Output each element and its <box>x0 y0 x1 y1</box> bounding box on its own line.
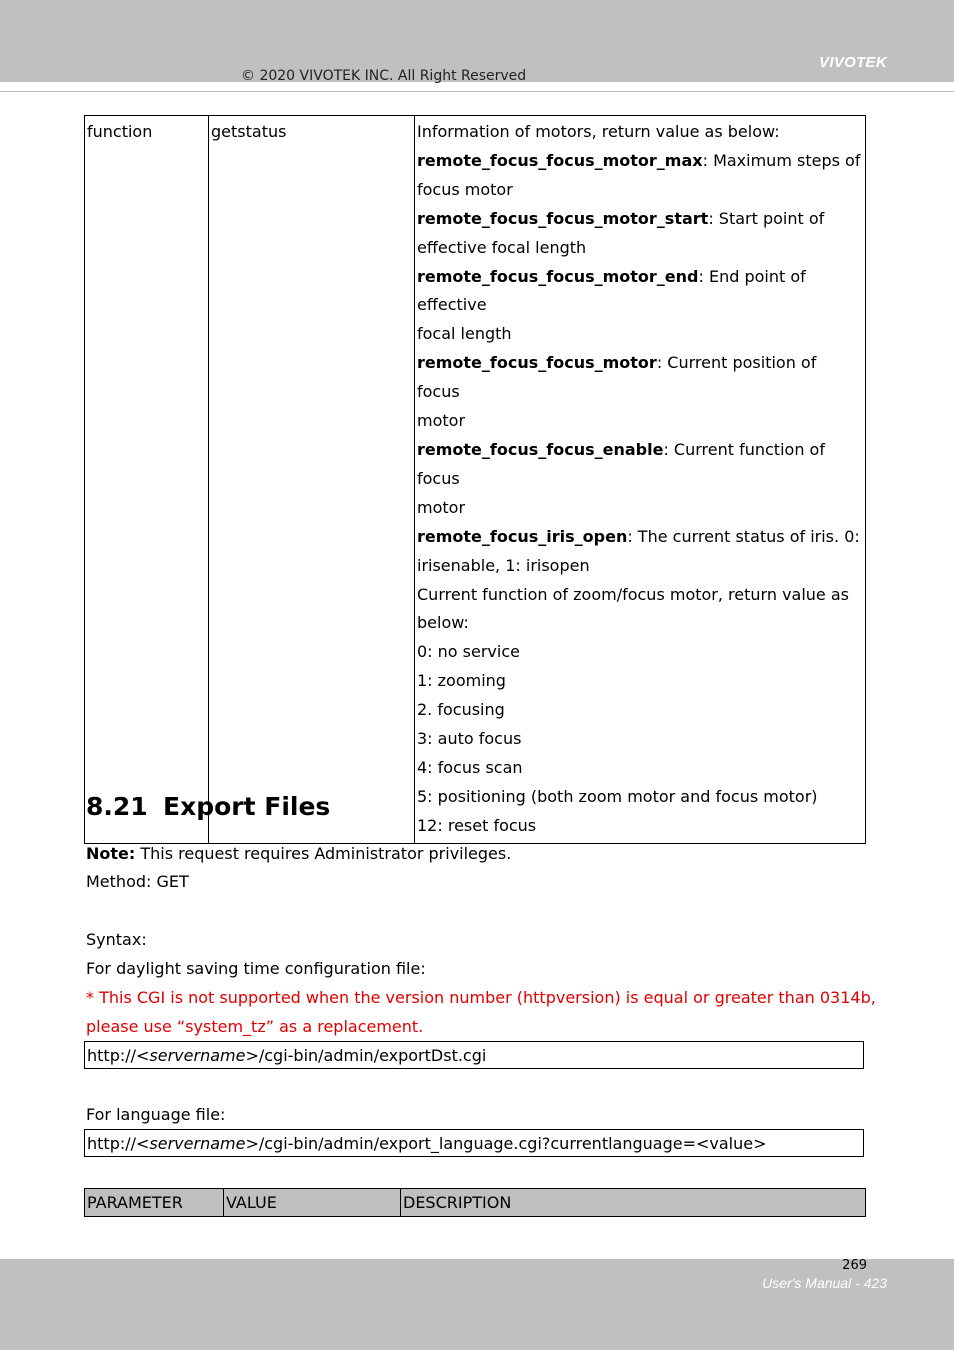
field-text: 12: reset focus <box>417 815 537 835</box>
section-title: Export Files <box>163 792 331 821</box>
field-text: below: <box>417 613 469 633</box>
url-box-export-language <box>84 1129 864 1157</box>
header-description: DESCRIPTION <box>401 1189 866 1217</box>
field-text: Information of motors, return value as below: <box>417 122 780 141</box>
description-line <box>417 552 863 581</box>
url-prefix: http://< <box>87 1134 150 1153</box>
description-line <box>417 494 863 523</box>
field-name: remote_focus_focus_motor_start <box>417 208 709 228</box>
table-row <box>85 116 866 844</box>
url-suffix: >/cgi-bin/admin/exportDst.cgi <box>245 1046 487 1065</box>
description-line <box>417 349 863 407</box>
language-intro: For language file: <box>86 1105 226 1124</box>
section-heading <box>86 792 330 821</box>
description-line <box>417 263 863 321</box>
field-text: effective focal length <box>417 237 587 257</box>
warning-line-2: please use “system_tz” as a replacement. <box>86 1017 424 1036</box>
description-line <box>417 436 863 494</box>
description-line <box>417 320 863 349</box>
footer-band <box>0 1259 954 1350</box>
param-name-cell: function <box>85 116 209 844</box>
description-line <box>417 609 863 638</box>
field-text: : Start point of <box>708 208 825 228</box>
page-number: 269 <box>842 1258 867 1273</box>
copyright-text: © 2020 VIVOTEK INC. All Right Reserved <box>241 68 527 84</box>
dst-intro: For daylight saving time configuration file: <box>86 959 426 978</box>
function-table <box>84 115 866 844</box>
field-text: : End point of effective <box>417 266 806 315</box>
field-text: 3: auto focus <box>417 729 522 749</box>
description-line <box>417 667 863 696</box>
field-text: focal length <box>417 324 512 344</box>
description-line <box>417 754 863 783</box>
method-line: Method: GET <box>86 872 189 891</box>
field-text: 1: zooming <box>417 671 506 691</box>
description-line <box>417 205 863 234</box>
description-line <box>417 176 863 205</box>
description-line <box>417 696 863 725</box>
field-text: 0: no service <box>417 642 520 662</box>
warning-line-1: * This CGI is not supported when the version number (httpversion) is equal or greater than 0314b, <box>86 988 876 1007</box>
field-text: irisenable, 1: irisopen <box>417 555 590 575</box>
note-line <box>86 839 511 868</box>
description-line <box>417 407 863 436</box>
param-description-cell <box>415 116 866 844</box>
field-text: : Current position of focus <box>417 353 817 402</box>
field-text: : Maximum steps of <box>702 150 861 170</box>
field-text: : Current function of focus <box>417 439 825 488</box>
url-servername: servername <box>149 1134 246 1153</box>
field-name: remote_focus_focus_motor_end <box>417 266 699 286</box>
field-text: motor <box>417 411 466 431</box>
table-header-row <box>85 1189 866 1217</box>
field-text: : The current status of iris. 0: <box>627 526 860 546</box>
field-name: remote_focus_iris_open <box>417 526 628 546</box>
description-line <box>417 118 863 147</box>
note-label: Note: <box>86 844 136 863</box>
section-number: 8.21 <box>86 792 148 821</box>
url-servername: servername <box>149 1046 246 1065</box>
url-suffix: >/cgi-bin/admin/export_language.cgi?currentlanguage=<value> <box>245 1134 767 1153</box>
description-line <box>417 523 863 552</box>
field-text: 5: positioning (both zoom motor and focus motor) <box>417 786 818 806</box>
header-value: VALUE <box>224 1189 401 1217</box>
syntax-label: Syntax: <box>86 930 147 949</box>
field-text: Current function of zoom/focus motor, return value as <box>417 584 849 604</box>
header-divider <box>0 91 954 92</box>
url-prefix: http://< <box>87 1046 150 1065</box>
brand-logo: VIVOTEK <box>819 54 887 71</box>
field-name: remote_focus_focus_motor <box>417 353 657 373</box>
field-text: motor <box>417 497 466 517</box>
field-text: focus motor <box>417 179 513 199</box>
url-box-export-dst <box>84 1041 864 1069</box>
manual-page-label: User's Manual - 423 <box>762 1275 887 1291</box>
note-text: This request requires Administrator privileges. <box>135 844 512 863</box>
description-line <box>417 234 863 263</box>
field-text: 4: focus scan <box>417 757 523 777</box>
description-line <box>417 812 863 841</box>
parameter-table <box>84 1188 866 1217</box>
description-line <box>417 638 863 667</box>
field-name: remote_focus_focus_motor_max <box>417 150 703 170</box>
param-value-cell: getstatus <box>209 116 415 844</box>
description-line <box>417 581 863 610</box>
description-line <box>417 783 863 812</box>
description-line <box>417 147 863 176</box>
description-line <box>417 725 863 754</box>
field-text: 2. focusing <box>417 700 505 720</box>
field-name: remote_focus_focus_enable <box>417 439 664 459</box>
header-parameter: PARAMETER <box>85 1189 224 1217</box>
